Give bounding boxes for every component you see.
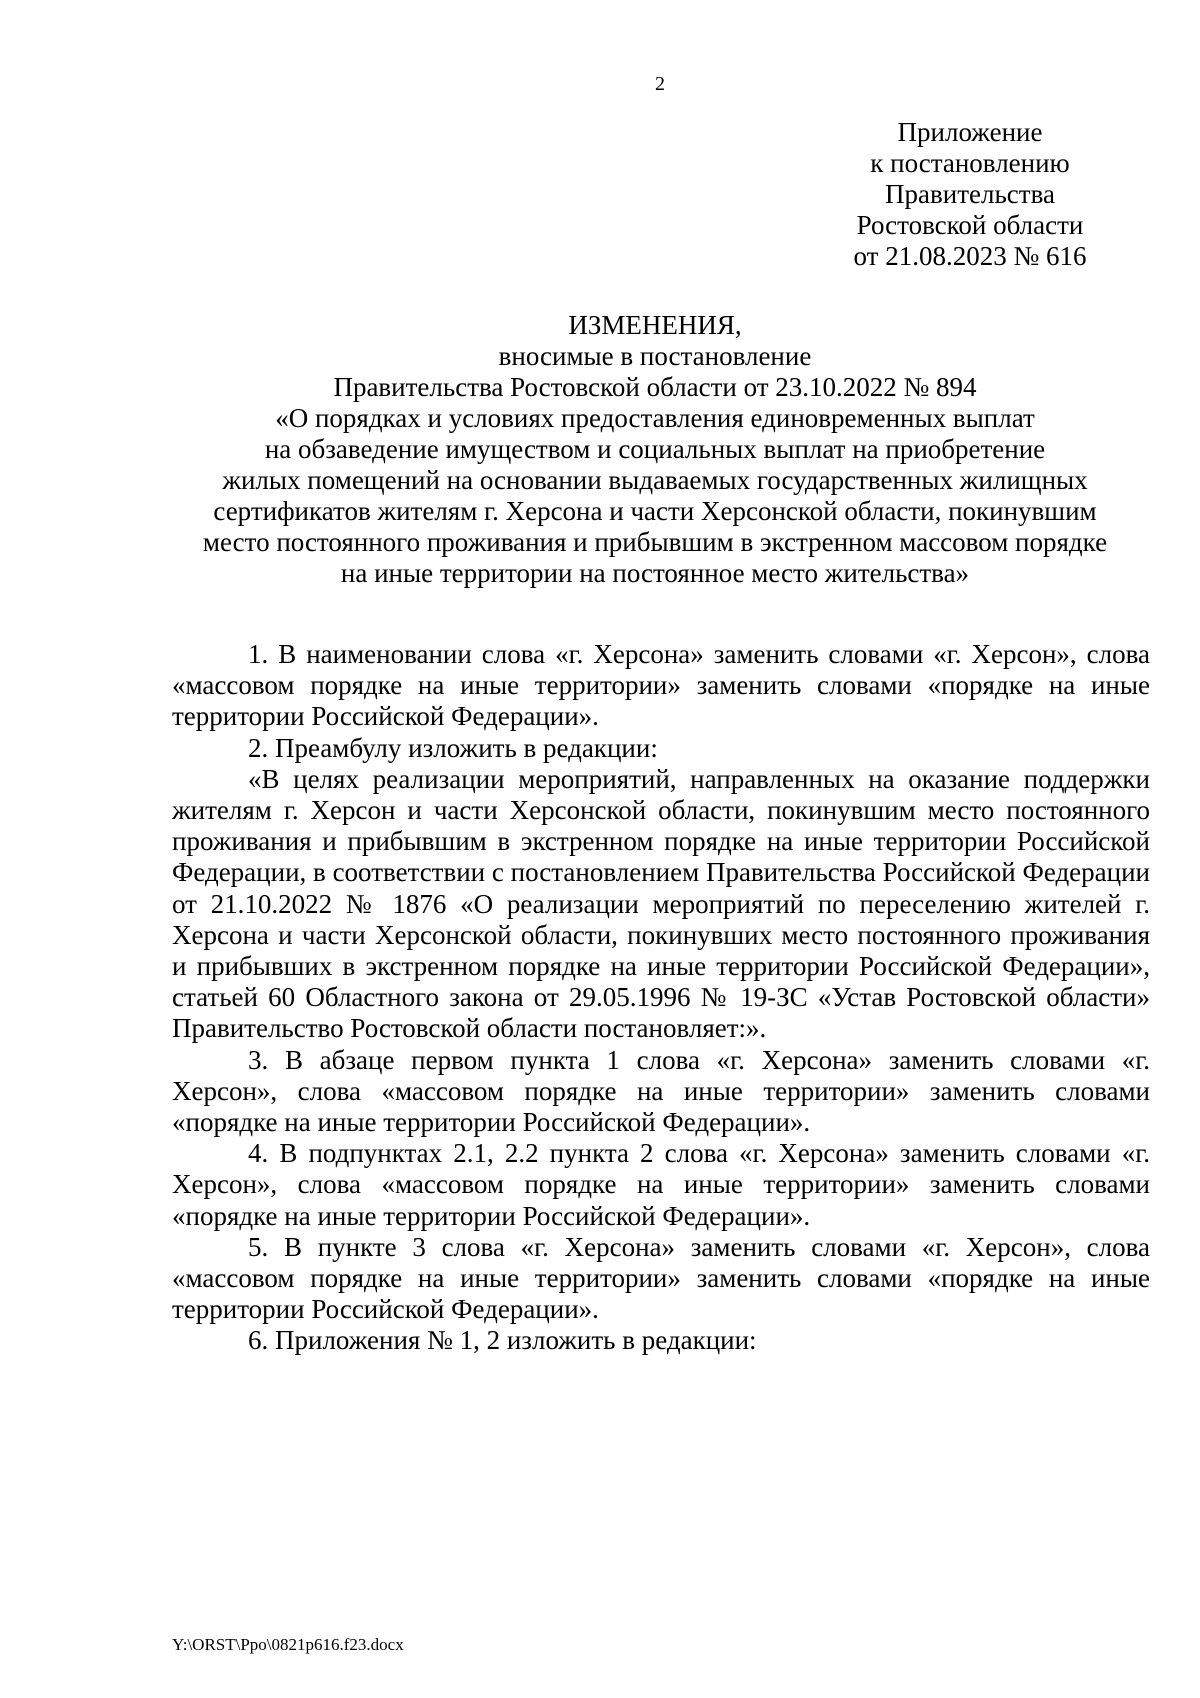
footer-file-path: Y:\ORST\Ppo\0821p616.f23.docx (172, 1635, 404, 1654)
title-line: Правительства Ростовской области от 23.10.2022 № 894 (333, 372, 977, 402)
appendix-block (800, 117, 1140, 272)
title-line: на обзаведение имуществом и социальных выплат на приобретение (264, 434, 1046, 464)
title-line: вносимые в постановление (498, 341, 812, 371)
page-number: 2 (655, 73, 665, 95)
title-line: жилых помещений на основании выдаваемых государственных жилищных (222, 465, 1088, 495)
paragraph-1: 1. В наименовании слова «г. Херсона» заменить словами «г. Херсон», слова «массовом порядке на иные территории» заменить словами «порядке на иные территории Российской Федерации». (172, 639, 1150, 732)
document-title (150, 310, 1160, 589)
paragraph-3: 3. В абзаце первом пункта 1 слова «г. Херсона» заменить словами «г. Херсон», слова «массовом порядке на иные территории» заменить словами «порядке на иные территории Российской Федерации». (172, 1044, 1150, 1138)
paragraph-4: 4. В подпунктах 2.1, 2.2 пункта 2 слова «г. Херсона» заменить словами «г. Херсон», слова «массовом порядке на иные территории» заменить словами «порядке на иные территории Российской Федерации». (172, 1138, 1150, 1231)
title-line: место постоянного проживания и прибывшим в экстренном массовом порядке (202, 527, 1108, 557)
appendix-line: к постановлению (870, 148, 1070, 178)
appendix-line: Приложение (897, 117, 1043, 147)
paragraph-preamble: «В целях реализации мероприятий, направленных на оказание поддержки жителям г. Херсон и части Херсонской области, покинувшим место постоянного проживания и прибывшим в экстренном порядке на иные территории Российской Федерации, в соответствии с постановлением Правительства Российской Федерации от 21.10.2022 № 1876 «О реализации мероприятий по переселению жителей г. Херсона и части Херсонской области, покинувших место постоянного проживания и прибывших в экстренном порядке на иные территории Российской Федерации», статьей 60 Областного закона от 29.05.1996 № 19-ЗС «Устав Ростовской области» Правительство Ростовской области постановляет:». (172, 763, 1150, 1044)
appendix-line: Ростовской области (856, 210, 1084, 240)
paragraph-6: 6. Приложения № 1, 2 изложить в редакции: (248, 1325, 757, 1356)
appendix-line: Правительства (885, 179, 1055, 209)
title-line: сертификатов жителям г. Херсона и части Херсонской области, покинувшим (213, 496, 1097, 526)
title-line: на иные территории на постоянное место жительства» (340, 558, 970, 588)
paragraph-2: 2. Преамбулу изложить в редакции: (248, 732, 658, 763)
title-line: «О порядках и условиях предоставления единовременных выплат (275, 403, 1035, 433)
paragraph-5: 5. В пункте 3 слова «г. Херсона» заменить словами «г. Херсон», слова «массовом порядке на иные территории» заменить словами «порядке на иные территории Российской Федерации». (172, 1231, 1150, 1325)
appendix-line: от 21.08.2023 № 616 (853, 241, 1087, 271)
document-body (172, 639, 1150, 1357)
title-heading: ИЗМЕНЕНИЯ, (568, 310, 742, 340)
